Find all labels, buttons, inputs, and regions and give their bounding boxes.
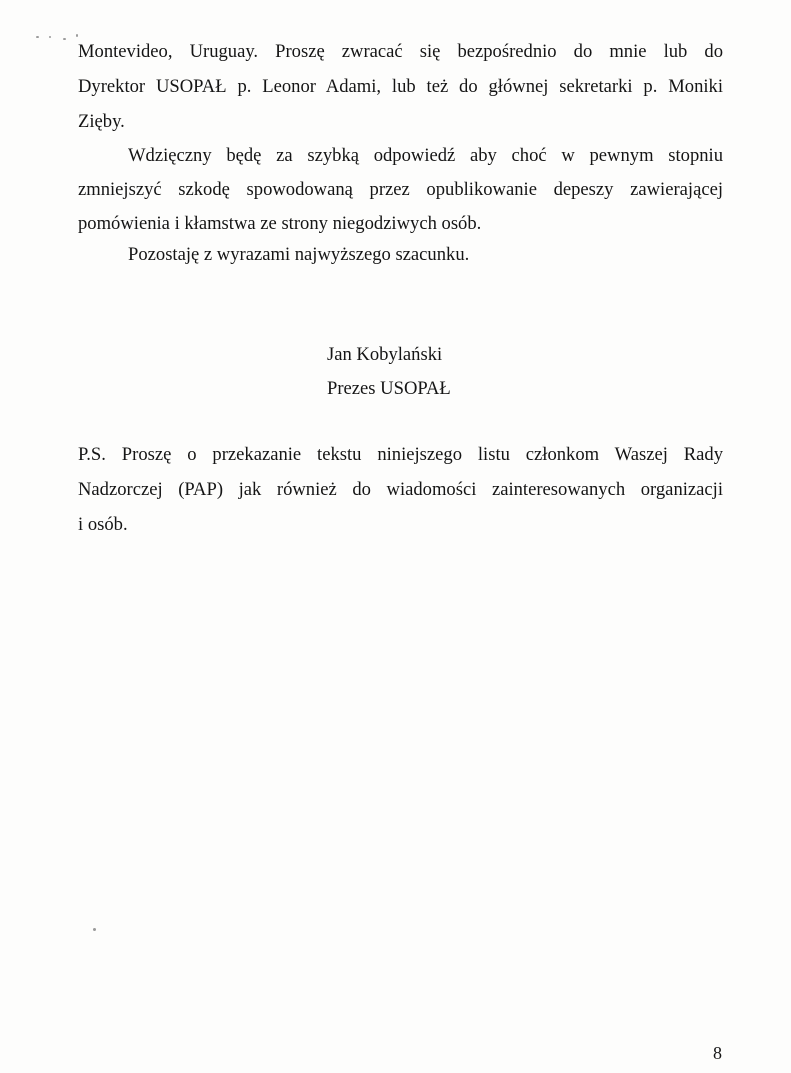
postscript-line-2: Nadzorczej (PAP) jak również do wiadomości zainteresowanych organizacji xyxy=(78,479,723,500)
signature-name: Jan Kobylański xyxy=(327,344,443,365)
paragraph-2-line-2: zmniejszyć szkodę spowodowaną przez opublikowanie depeszy zawierającej xyxy=(78,179,723,200)
scan-speck xyxy=(63,38,66,40)
paragraph-1-line-3: Zięby. xyxy=(78,111,125,132)
postscript-line-1: P.S. Proszę o przekazanie tekstu niniejszego listu członkom Waszej Rady xyxy=(78,444,723,465)
scan-speck xyxy=(76,34,78,37)
paragraph-1-line-1: Montevideo, Uruguay. Proszę zwracać się bezpośrednio do mnie lub do xyxy=(78,41,723,62)
paragraph-2-line-1: Wdzięczny będę za szybką odpowiedź aby choć w pewnym stopniu xyxy=(128,145,723,166)
paragraph-2-line-3: pomówienia i kłamstwa ze strony niegodziwych osób. xyxy=(78,213,482,234)
scan-speck xyxy=(93,928,96,931)
scan-speck xyxy=(49,36,51,38)
page-number: 8 xyxy=(713,1043,722,1063)
signature-title: Prezes USOPAŁ xyxy=(327,378,451,399)
scan-speck xyxy=(36,36,39,38)
postscript-line-3: i osób. xyxy=(78,514,128,535)
closing-line: Pozostaję z wyrazami najwyższego szacunku. xyxy=(128,244,470,265)
paragraph-1-line-2: Dyrektor USOPAŁ p. Leonor Adami, lub też do głównej sekretarki p. Moniki xyxy=(78,76,723,97)
